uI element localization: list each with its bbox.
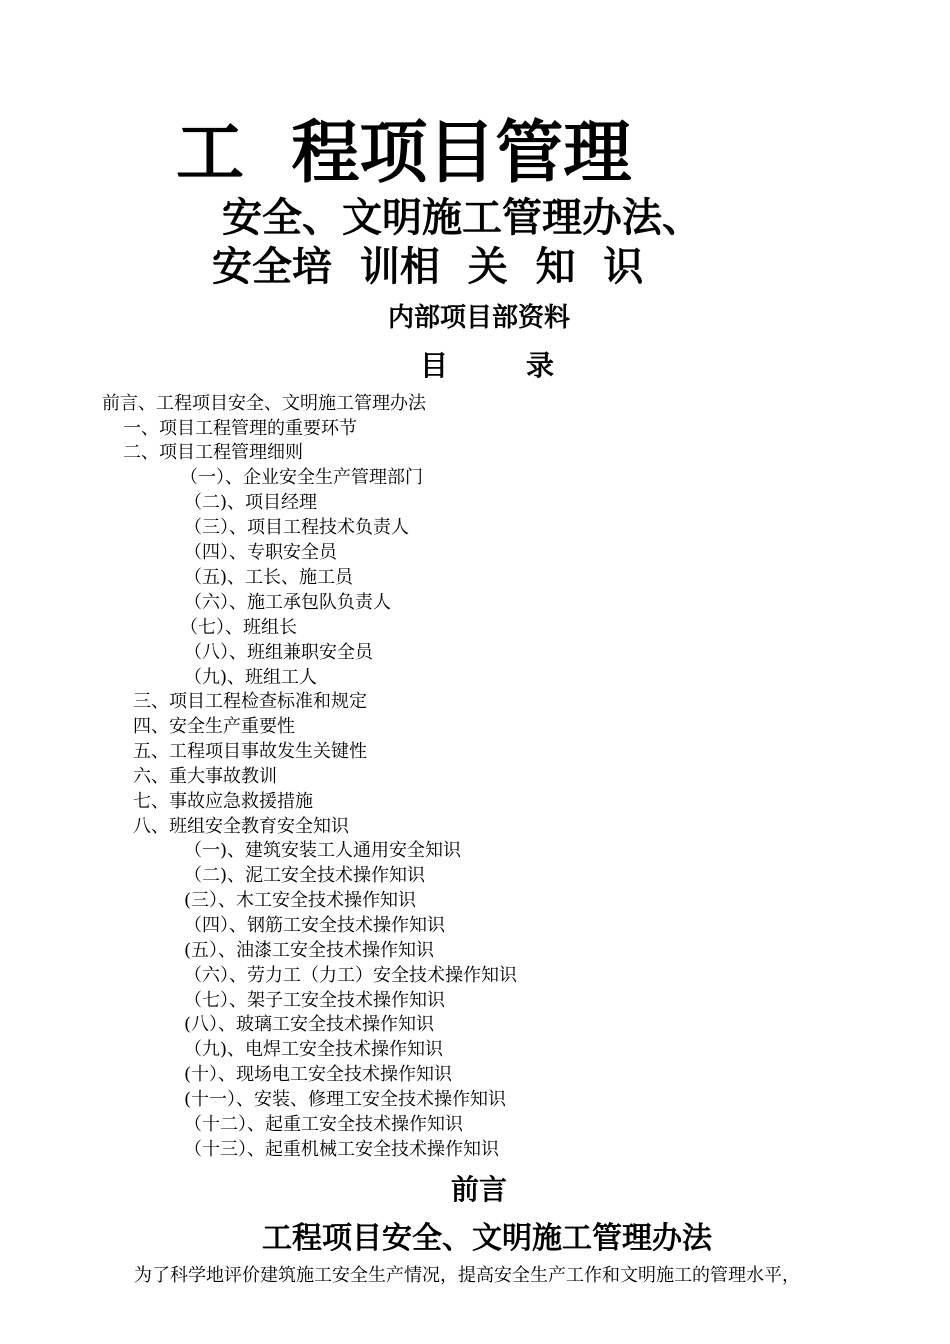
- toc-item: (八）、玻璃工安全技术操作知识: [184, 1014, 435, 1035]
- toc-item: 七、事故应急救援措施: [133, 791, 313, 812]
- toc-item: （三）、项目工程技术负责人: [184, 517, 409, 538]
- toc-item: （六）、劳力工（力工）安全技术操作知识: [184, 965, 517, 986]
- toc-item: （一)、建筑安装工人通用安全知识: [184, 840, 462, 861]
- toc-item: （二)、项目经理: [184, 492, 318, 513]
- document-subtitle-line-1: 安全、文明施工管理办法、: [222, 195, 702, 241]
- toc-item: （九)、班组工人: [184, 667, 318, 688]
- toc-item: 八、班组安全教育安全知识: [133, 816, 349, 837]
- preface-heading: 前言: [451, 1173, 508, 1206]
- toc-item: （七）、架子工安全技术操作知识: [184, 990, 445, 1011]
- document-subtitle-line-2: 安全培 训相 关 知 识: [212, 244, 644, 290]
- toc-item: （九)、电焊工安全技术操作知识: [184, 1039, 444, 1060]
- document-subtitle-line-3: 内部项目部资料: [388, 303, 571, 333]
- toc-item: 三、项目工程检查标准和规定: [133, 691, 367, 712]
- document-title: 工 程项目管理: [176, 114, 632, 193]
- toc-item: （八）、班组兼职安全员: [184, 642, 373, 663]
- body-paragraph: 为了科学地评价建筑施工安全生产情况，提高安全生产工作和文明施工的管理水平，: [134, 1265, 800, 1286]
- toc-item: （二)、泥工安全技术操作知识: [184, 865, 426, 886]
- section-heading: 工程项目安全、文明施工管理办法: [262, 1221, 712, 1256]
- toc-item: (十一）、安装、修理工安全技术操作知识: [184, 1089, 507, 1110]
- toc-item: 一、项目工程管理的重要环节: [123, 418, 357, 439]
- toc-heading: 目 录: [420, 349, 554, 382]
- toc-item: （一）、企业安全生产管理部门: [180, 467, 423, 488]
- toc-item: 四、安全生产重要性: [133, 716, 295, 737]
- toc-item: (五）、油漆工安全技术操作知识: [184, 940, 435, 961]
- toc-item: （四）、钢筋工安全技术操作知识: [184, 915, 445, 936]
- toc-item: （十二）、起重工安全技术操作知识: [184, 1114, 463, 1135]
- toc-item: 前言、工程项目安全、文明施工管理办法: [102, 393, 426, 414]
- toc-item: 二、项目工程管理细则: [123, 442, 303, 463]
- toc-item: 五、工程项目事故发生关键性: [133, 741, 367, 762]
- toc-item: (三）、木工安全技术操作知识: [184, 890, 417, 911]
- toc-item: （十三）、起重机械工安全技术操作知识: [184, 1139, 499, 1160]
- toc-item: （六）、施工承包队负责人: [184, 592, 391, 613]
- toc-item: (十）、现场电工安全技术操作知识: [184, 1064, 453, 1085]
- toc-item: 六、重大事故教训: [133, 766, 277, 787]
- toc-item: （五)、工长、施工员: [184, 567, 354, 588]
- toc-item: （七）、班组长: [180, 617, 297, 638]
- toc-item: （四）、专职安全员: [184, 542, 337, 563]
